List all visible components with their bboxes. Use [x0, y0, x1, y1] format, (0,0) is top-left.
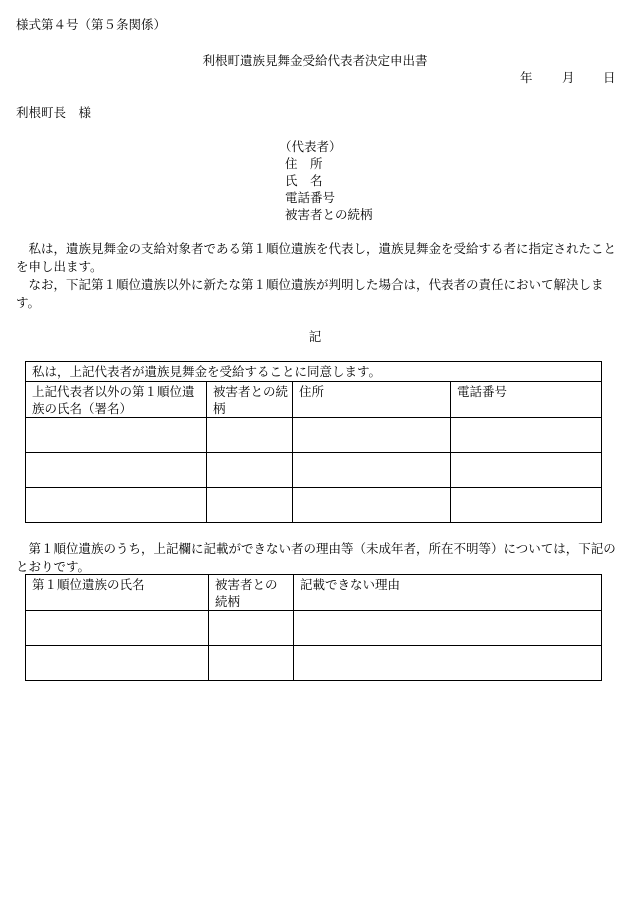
table-row: [26, 418, 602, 453]
body-paragraph-1: 私は，遺族見舞金の支給対象者である第１順位遺族を代表し，遺族見舞金を受給する者に指定されたことを申し出ます。: [16, 241, 617, 274]
reason-text-cell[interactable]: [294, 611, 602, 646]
reason-name-cell[interactable]: [26, 611, 209, 646]
consent-col-name: 上記代表者以外の第１順位遺族の氏名（署名）: [26, 382, 207, 418]
date-day-label: 日: [603, 70, 616, 85]
representative-heading: （代表者）: [279, 139, 342, 154]
consent-name-cell[interactable]: [26, 488, 207, 523]
reason-table: [25, 574, 602, 681]
consent-relation-cell[interactable]: [207, 453, 293, 488]
consent-phone-cell[interactable]: [451, 488, 602, 523]
reason-relation-cell[interactable]: [209, 646, 294, 681]
consent-phone-cell[interactable]: [451, 453, 602, 488]
reason-name-cell[interactable]: [26, 646, 209, 681]
reason-col-relation: 被害者との続柄: [209, 575, 294, 611]
consent-phone-cell[interactable]: [451, 418, 602, 453]
reason-text-cell[interactable]: [294, 646, 602, 681]
date-month-label: 月: [562, 70, 575, 85]
consent-relation-cell[interactable]: [207, 488, 293, 523]
representative-name-label: 氏 名: [285, 173, 323, 188]
consent-col-relation: 被害者との続柄: [207, 382, 293, 418]
consent-table-header: 私は，上記代表者が遺族見舞金を受給することに同意します。: [26, 362, 602, 382]
reason-col-reason: 記載できない理由: [294, 575, 602, 611]
representative-relation-label: 被害者との続柄: [285, 207, 373, 222]
representative-phone-label: 電話番号: [285, 190, 336, 205]
document-title: 利根町遺族見舞金受給代表者決定申出書: [202, 53, 428, 68]
consent-col-phone: 電話番号: [451, 382, 602, 418]
form-number: 様式第４号（第５条関係）: [16, 17, 167, 32]
consent-address-cell[interactable]: [293, 453, 451, 488]
body-paragraph-2: なお，下記第１順位遺族以外に新たな第１順位遺族が判明した場合は，代表者の責任において解決します。: [16, 277, 604, 310]
consent-relation-cell[interactable]: [207, 418, 293, 453]
addressee: 利根町長 様: [16, 105, 92, 120]
table-row: [26, 488, 602, 523]
note-paragraph: 第１順位遺族のうち，上記欄に記載ができない者の理由等（未成年者，所在不明等）については，下記のとおりです。: [16, 541, 616, 574]
table-row: [26, 646, 602, 681]
consent-name-cell[interactable]: [26, 418, 207, 453]
date-year-label: 年: [520, 70, 533, 85]
consent-address-cell[interactable]: [293, 488, 451, 523]
table-row: [26, 611, 602, 646]
consent-col-address: 住所: [293, 382, 451, 418]
reason-relation-cell[interactable]: [209, 611, 294, 646]
representative-address-label: 住 所: [285, 156, 323, 171]
consent-table: [25, 361, 602, 523]
ki-label: 記: [308, 329, 322, 344]
consent-address-cell[interactable]: [293, 418, 451, 453]
reason-col-name: 第１順位遺族の氏名: [26, 575, 209, 611]
consent-name-cell[interactable]: [26, 453, 207, 488]
table-row: [26, 453, 602, 488]
